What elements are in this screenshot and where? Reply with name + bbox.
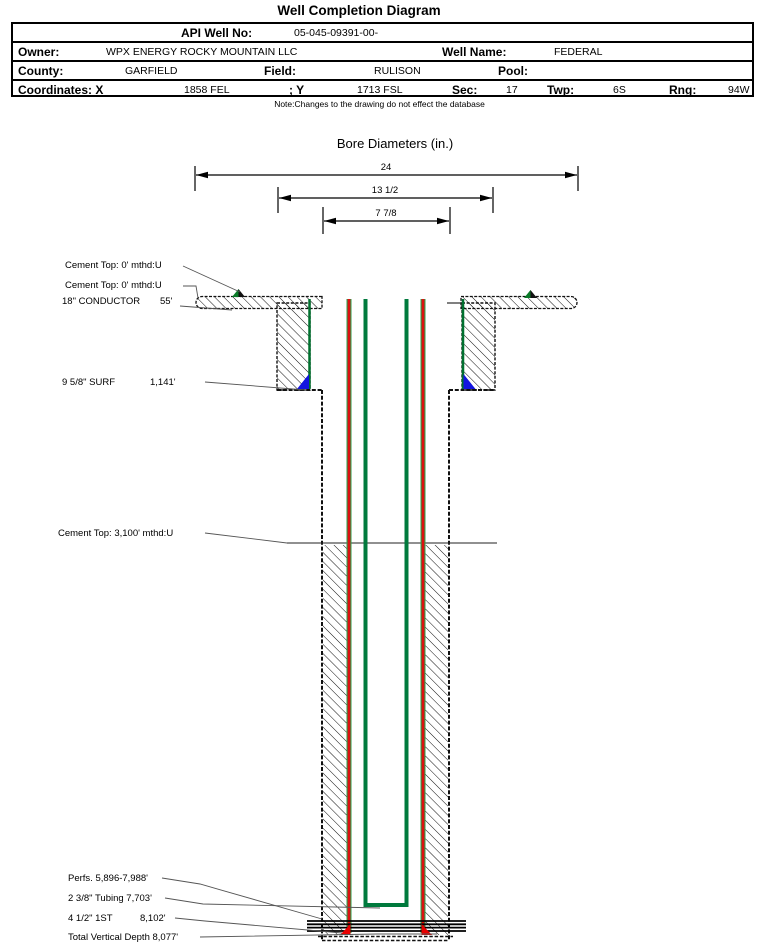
pool-label: Pool: — [498, 63, 528, 78]
production-cement-columns — [323, 545, 448, 935]
cement-top-0-label-a: Cement Top: 0' mthd:U — [65, 260, 162, 271]
sec-value: 17 — [506, 83, 518, 96]
coordinates-y-label: ; Y — [289, 82, 305, 97]
surface-casing-label: 9 5/8" SURF — [62, 377, 116, 388]
conductor-flange — [196, 297, 577, 309]
dim-label-13-1-2: 13 1/2 — [371, 185, 399, 196]
owner-label: Owner: — [18, 44, 60, 59]
well-name-value: FEDERAL — [554, 45, 603, 58]
rng-value: 94W — [728, 83, 750, 96]
rng-label: Rng: — [669, 82, 697, 97]
dimension-arrow-7-7-8 — [323, 207, 450, 234]
first-string-depth: 8,102' — [140, 913, 166, 924]
bore-diameters-title: Bore Diameters (in.) — [336, 136, 454, 151]
coordinates-y-value: 1713 FSL — [357, 83, 403, 96]
page-title: Well Completion Diagram — [277, 3, 441, 18]
cement-top-marker-left-icon — [232, 289, 245, 297]
field-value: RULISON — [374, 64, 421, 77]
api-value: 05-045-09391-00- — [294, 26, 379, 39]
arrowhead-right-icon — [437, 218, 449, 224]
production-casing-lines — [349, 299, 423, 933]
twp-value: 6S — [613, 83, 626, 96]
county-label: County: — [18, 63, 64, 78]
conductor-depth: 55' — [160, 296, 173, 307]
cement-top-0-label-b: Cement Top: 0' mthd:U — [65, 280, 162, 291]
conductor-label: 18" CONDUCTOR — [62, 296, 141, 307]
arrowhead-right-icon — [565, 172, 577, 178]
field-label: Field: — [264, 63, 296, 78]
well-name-label: Well Name: — [442, 44, 507, 59]
tvd-label: Total Vertical Depth 8,077' — [68, 932, 179, 943]
database-note: Note:Changes to the drawing do not effect the database — [274, 99, 485, 109]
county-value: GARFIELD — [125, 64, 178, 77]
cement-top-marker-right-icon — [524, 290, 537, 298]
arrowhead-left-icon — [324, 218, 336, 224]
arrowhead-left-icon — [279, 195, 291, 201]
api-label: API Well No: — [181, 25, 253, 40]
sec-label: Sec: — [452, 82, 478, 97]
arrowhead-right-icon — [480, 195, 492, 201]
surface-casing-depth: 1,141' — [150, 377, 176, 388]
owner-value: WPX ENERGY ROCKY MOUNTAIN LLC — [106, 45, 298, 58]
twp-label: Twp: — [547, 82, 575, 97]
borehole-walls — [277, 390, 495, 941]
annotation-labels — [58, 260, 178, 943]
first-string-label: 4 1/2" 1ST — [68, 913, 113, 924]
arrowhead-left-icon — [196, 172, 208, 178]
coordinates-label: Coordinates: X — [18, 82, 104, 97]
cement-top-3100-label: Cement Top: 3,100' mthd:U — [58, 528, 174, 539]
coordinates-x-value: 1858 FEL — [184, 83, 230, 96]
tubing-string — [366, 299, 407, 905]
perfs-label: Perfs. 5,896-7,988' — [68, 873, 148, 884]
dim-label-24: 24 — [380, 162, 392, 173]
surface-casing-lines — [310, 299, 464, 389]
dim-label-7-7-8: 7 7/8 — [375, 208, 397, 219]
tubing-label: 2 3/8" Tubing 7,703' — [68, 893, 152, 904]
